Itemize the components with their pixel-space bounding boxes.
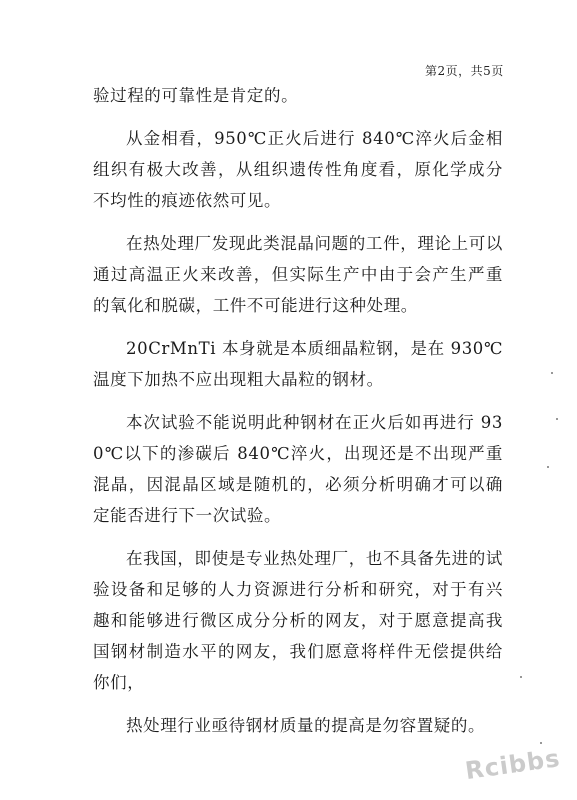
paragraph-2: 从金相看，950℃正火后进行 840℃淬火后金相组织有极大改善，从组织遗传性角度看，原化学成分不均性的痕迹依然可见。: [93, 129, 503, 210]
scan-speck: [520, 676, 522, 678]
scan-speck: [547, 466, 549, 468]
scan-speck: [551, 372, 553, 374]
body-text: [93, 80, 503, 753]
paragraph-1: 验过程的可靠性是肯定的。: [93, 86, 299, 105]
paragraph-6: 在我国，即使是专业热处理厂，也不具备先进的试验设备和足够的人力资源进行分析和研究，对于有兴趣和能够进行微区成分分析的网友，对于愿意提高我国钢材制造水平的网友，我们愿意将样件无偿提供给你们，: [93, 549, 503, 692]
watermark-logo: Rcibbs: [463, 744, 563, 786]
paragraph-4: 20CrMnTi 本身就是本质细晶粒钢，是在 930℃温度下加热不应出现粗大晶粒的钢材。: [93, 339, 503, 389]
paragraph-7: 热处理行业亟待钢材质量的提高是勿容置疑的。: [126, 716, 486, 735]
scan-speck: [556, 418, 558, 420]
paragraph-3: 在热处理厂发现此类混晶问题的工件，理论上可以通过高温正火来改善，但实际生产中由于会产生严重的氧化和脱碳，工件不可能进行这种处理。: [93, 234, 503, 315]
page-number: 第2页，共5页: [425, 64, 504, 78]
paragraph-5: 本次试验不能说明此种钢材在正火后如再进行 930℃以下的渗碳后 840℃淬火，出现还是不出现严重混晶，因混晶区域是随机的，必须分析明确才可以确定能否进行下一次试验。: [93, 413, 503, 525]
